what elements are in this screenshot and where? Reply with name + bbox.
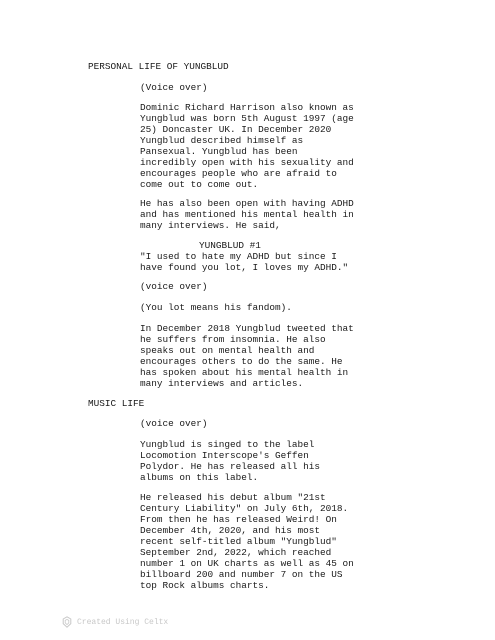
dialogue-line: "I used to hate my ADHD but since I — [140, 251, 337, 262]
action-line: many interviews. He said, — [140, 220, 281, 231]
celtx-watermark — [62, 616, 168, 628]
action-line: From then he has released Weird! On — [140, 514, 337, 525]
action-line: Yungblud was born 5th August 1997 (age — [140, 113, 354, 124]
watermark-text: Created Using Celtx — [77, 617, 169, 627]
action-line: encourages others to do the same. He — [140, 356, 343, 367]
action-line: December 4th, 2020, and his most — [140, 525, 321, 536]
action-line: and has mentioned his mental health in — [140, 209, 354, 220]
action-line: albums on this label. — [140, 472, 259, 483]
action-line: has spoken about his mental health in — [140, 367, 349, 378]
action-line: Dominic Richard Harrison also known as — [140, 102, 354, 113]
parenthetical-note: (You lot means his fandom). — [140, 302, 292, 313]
action-line: Yungblud described himself as — [140, 135, 304, 146]
dialogue-line: have found you lot, I loves my ADHD." — [140, 262, 349, 273]
action-line: top Rock albums charts. — [140, 580, 270, 591]
action-line: incredibly open with his sexuality and — [140, 157, 354, 168]
action-line: speaks out on mental health and — [140, 345, 315, 356]
action-line: In December 2018 Yungblud tweeted that — [140, 323, 354, 334]
action-line: many interviews and articles. — [140, 378, 304, 389]
action-line: encourages people who are afraid to — [140, 168, 337, 179]
parenthetical-voice-over: (voice over) — [140, 418, 208, 429]
parenthetical-voice-over: (Voice over) — [140, 82, 208, 93]
action-line: He has also been open with having ADHD — [140, 198, 354, 209]
parenthetical-voice-over: (voice over) — [140, 281, 208, 292]
celtx-logo-icon — [62, 616, 72, 628]
scene-heading-music-life: MUSIC LIFE — [88, 398, 145, 409]
action-line: he suffers from insomnia. He also — [140, 334, 326, 345]
action-line: Locomotion Interscope's Geffen — [140, 450, 309, 461]
action-line: 25) Doncaster UK. In December 2020 — [140, 124, 332, 135]
action-line: Polydor. He has released all his — [140, 461, 321, 472]
action-line: number 1 on UK charts as well as 45 on — [140, 558, 354, 569]
action-line: recent self-titled album "Yungblud" — [140, 536, 337, 547]
action-line: Yungblud is singed to the label — [140, 439, 315, 450]
action-line: come out to come out. — [140, 179, 259, 190]
character-name: YUNGBLUD #1 — [199, 240, 261, 251]
scene-heading-personal-life: PERSONAL LIFE OF YUNGBLUD — [88, 61, 229, 72]
action-line: September 2nd, 2022, which reached — [140, 547, 332, 558]
action-line: He released his debut album "21st — [140, 492, 326, 503]
action-line: billboard 200 and number 7 on the US — [140, 569, 343, 580]
action-line: Pansexual. Yungblud has been — [140, 146, 298, 157]
action-line: Century Liability" on July 6th, 2018. — [140, 503, 349, 514]
